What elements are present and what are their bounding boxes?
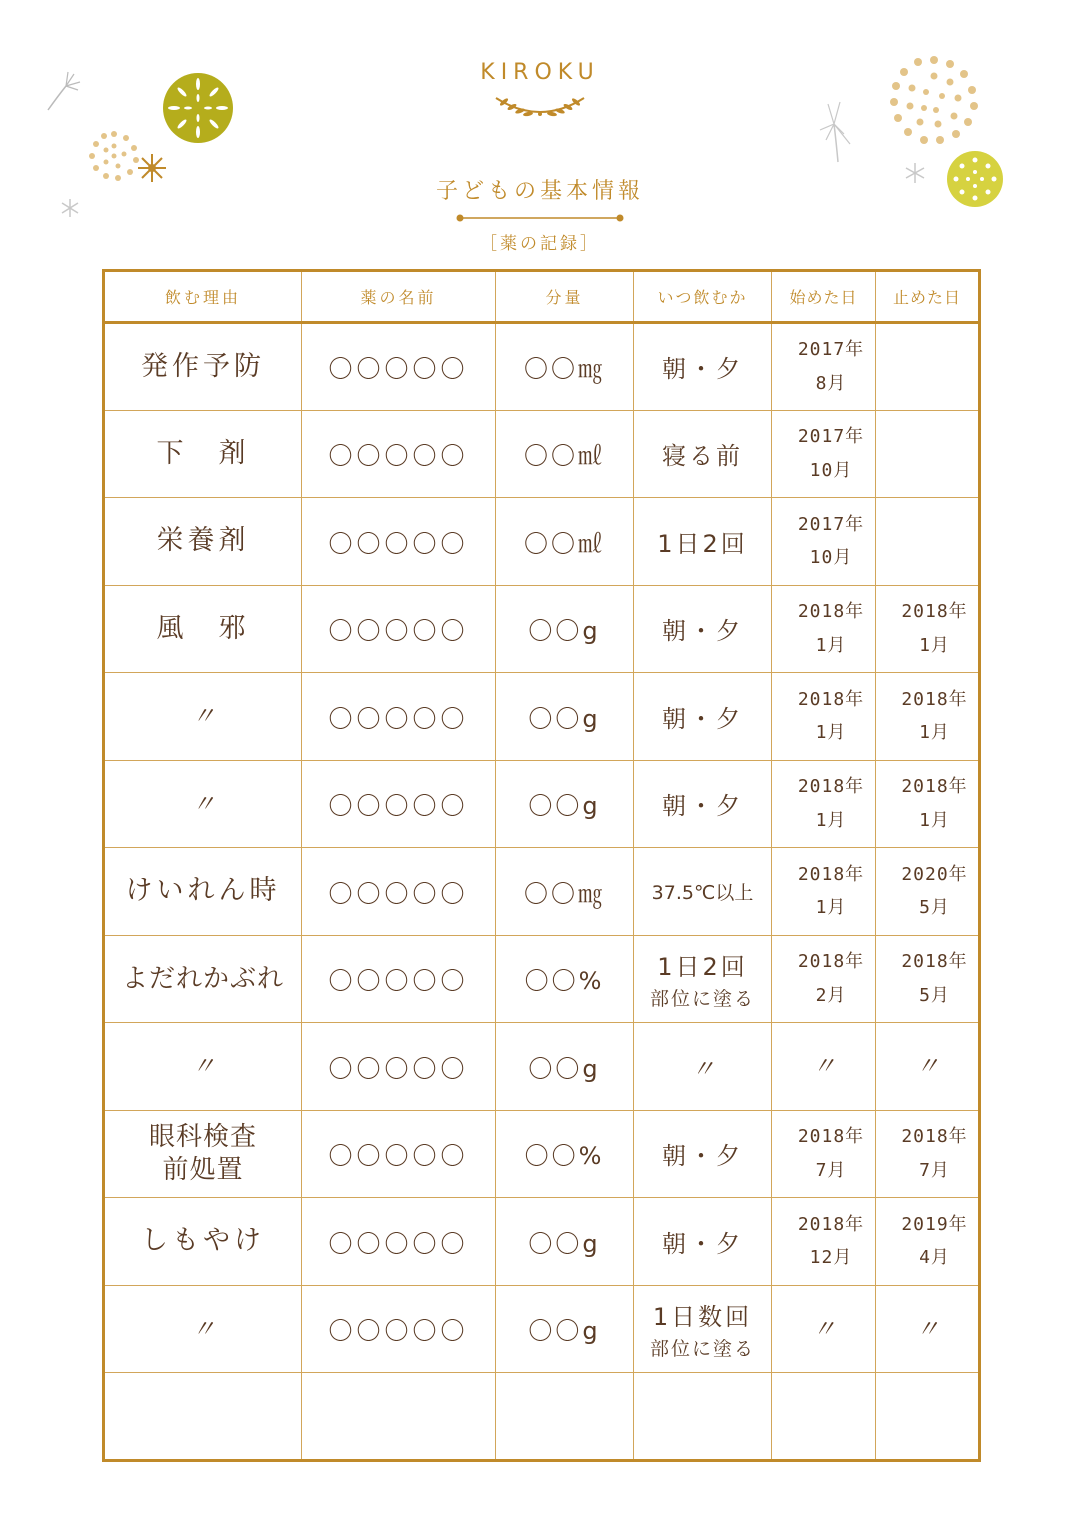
medicine-name-cell — [302, 585, 496, 673]
ditto-mark: 〃 — [691, 1054, 714, 1083]
stop-date-cell — [876, 1023, 980, 1111]
snowflake-icon — [904, 162, 926, 184]
start-date-text: 2018年 12月 — [797, 1213, 865, 1269]
ditto-mark: 〃 — [915, 1052, 939, 1081]
table-header-row — [104, 271, 980, 323]
ditto-mark: 〃 — [812, 1052, 835, 1081]
table-row — [104, 323, 980, 411]
medicine-name-text: 〇〇〇〇〇 — [328, 529, 469, 558]
dose-cell — [496, 323, 634, 411]
dose-text: 〇〇g — [528, 792, 601, 821]
when-cell — [634, 1023, 772, 1111]
table-row — [104, 760, 980, 848]
start-date-cell — [772, 760, 876, 848]
start-date-cell — [772, 1023, 876, 1111]
reason-cell — [104, 935, 302, 1023]
stop-date-cell — [876, 1198, 980, 1286]
start-date-cell — [772, 323, 876, 411]
dose-cell — [496, 935, 634, 1023]
dose-cell — [496, 673, 634, 761]
flower-icon — [136, 152, 168, 184]
stop-date-cell — [876, 1110, 980, 1198]
dose-text: 〇〇㎎ — [524, 355, 605, 384]
when-cell — [634, 410, 772, 498]
dandelion-icon — [44, 70, 84, 114]
when-note: 部位に塗る — [649, 1337, 755, 1360]
page-title: 子どもの基本情報 — [435, 179, 644, 204]
medicine-name-cell — [302, 760, 496, 848]
medicine-name-text: 〇〇〇〇〇 — [328, 792, 469, 821]
medicine-name-text: 〇〇〇〇〇 — [328, 1142, 469, 1171]
start-date-cell — [772, 935, 876, 1023]
when-cell — [634, 1373, 772, 1461]
when-text: 朝・夕 — [662, 617, 743, 646]
when-text: 朝・夕 — [662, 704, 743, 733]
start-date-cell — [772, 1285, 876, 1373]
table-row — [104, 848, 980, 936]
table-row — [104, 410, 980, 498]
start-date-cell — [772, 1373, 876, 1461]
reason-cell — [104, 1198, 302, 1286]
dose-text: 〇〇㎖ — [524, 529, 605, 558]
stop-date-text: 2018年 1月 — [901, 776, 968, 831]
table-row — [104, 1373, 980, 1461]
medicine-name-cell — [302, 323, 496, 411]
reason-text: しもやけ — [141, 1225, 265, 1257]
medicine-name-cell — [302, 1198, 496, 1286]
reason-cell — [104, 673, 302, 761]
when-text: 朝・夕 — [662, 355, 743, 384]
when-cell — [634, 585, 772, 673]
when-cell — [634, 673, 772, 761]
when-text: 1日数回 — [652, 1302, 753, 1331]
title-divider — [456, 214, 624, 222]
stop-date-cell — [876, 935, 980, 1023]
dose-cell — [496, 1373, 634, 1461]
dose-cell — [496, 1198, 634, 1286]
medicine-name-text: 〇〇〇〇〇 — [328, 1229, 469, 1258]
medicine-name-cell — [302, 673, 496, 761]
table-row — [104, 585, 980, 673]
ditto-mark: 〃 — [191, 1314, 215, 1343]
table-row — [104, 1198, 980, 1286]
stop-date-cell — [876, 1285, 980, 1373]
stop-date-text: 2018年 5月 — [901, 951, 968, 1006]
start-date-cell — [772, 1198, 876, 1286]
start-date-text: 2018年 1月 — [797, 601, 865, 656]
reason-cell — [104, 1110, 302, 1198]
dose-text: 〇〇g — [528, 1229, 601, 1258]
reason-cell — [104, 323, 302, 411]
table-row — [104, 1110, 980, 1198]
reason-cell — [104, 1285, 302, 1373]
medicine-name-cell — [302, 1110, 496, 1198]
medicine-name-cell — [302, 410, 496, 498]
ditto-mark: 〃 — [191, 1052, 215, 1081]
reason-cell — [104, 498, 302, 586]
medicine-name-text: 〇〇〇〇〇 — [328, 1054, 469, 1083]
flower-icon — [886, 52, 982, 148]
ditto-mark: 〃 — [915, 1314, 939, 1343]
stop-date-text: 2018年 7月 — [901, 1126, 968, 1181]
medicine-name-cell — [302, 498, 496, 586]
start-date-cell — [772, 410, 876, 498]
start-date-cell — [772, 848, 876, 936]
reason-cell — [104, 1023, 302, 1111]
when-cell — [634, 323, 772, 411]
flower-icon — [84, 126, 144, 186]
laurel-icon — [490, 92, 590, 126]
dose-text: 〇〇% — [524, 1142, 605, 1171]
ditto-mark: 〃 — [812, 1314, 835, 1343]
dose-cell — [496, 498, 634, 586]
reason-text: 眼科検査 前処置 — [148, 1122, 257, 1185]
when-cell — [634, 760, 772, 848]
reason-text: よだれかぶれ — [121, 963, 284, 994]
reason-text: 発作予防 — [141, 350, 265, 382]
when-cell — [634, 935, 772, 1023]
column-header-reason: 飲む理由 — [104, 271, 302, 323]
when-cell — [634, 498, 772, 586]
snowflake-icon — [60, 198, 80, 218]
when-cell — [634, 1198, 772, 1286]
start-date-text: 2018年 1月 — [797, 776, 865, 831]
ditto-mark: 〃 — [191, 789, 215, 818]
dose-cell — [496, 1023, 634, 1111]
when-note: 部位に塗る — [649, 987, 755, 1010]
when-text: 寝る前 — [662, 442, 743, 471]
medicine-name-cell — [302, 935, 496, 1023]
reason-cell — [104, 1373, 302, 1461]
start-date-text: 2018年 2月 — [797, 951, 865, 1006]
medicine-name-text: 〇〇〇〇〇 — [328, 355, 469, 384]
start-date-text: 2017年 8月 — [797, 339, 865, 394]
table-row — [104, 1023, 980, 1111]
start-date-text: 2018年 1月 — [797, 863, 865, 919]
stop-date-text: 2020年 5月 — [901, 863, 968, 919]
dose-cell — [496, 585, 634, 673]
dose-text: 〇〇g — [528, 1054, 601, 1083]
column-header-dose: 分量 — [496, 271, 634, 323]
medicine-name-cell — [302, 1285, 496, 1373]
when-cell — [634, 1285, 772, 1373]
stop-date-text: 2019年 4月 — [901, 1213, 968, 1269]
page-subtitle: ［薬の記録］ — [480, 234, 600, 254]
dose-text: 〇〇㎖ — [524, 442, 605, 471]
reason-cell — [104, 410, 302, 498]
flower-icon — [946, 150, 1004, 208]
stop-date-text: 2018年 1月 — [901, 601, 968, 656]
when-text: 37.5℃以上 — [651, 881, 754, 904]
medicine-name-text: 〇〇〇〇〇 — [328, 967, 469, 996]
medicine-name-cell — [302, 1373, 496, 1461]
start-date-cell — [772, 585, 876, 673]
reason-text: 風 邪 — [156, 612, 250, 644]
dose-text: 〇〇% — [524, 967, 605, 996]
when-text: 朝・夕 — [662, 1229, 743, 1258]
stop-date-cell — [876, 498, 980, 586]
medication-table — [102, 269, 981, 1462]
medicine-name-cell — [302, 1023, 496, 1111]
brand-title: KIROKU — [480, 60, 600, 85]
medicine-name-text: 〇〇〇〇〇 — [328, 704, 469, 733]
reason-cell — [104, 760, 302, 848]
start-date-cell — [772, 498, 876, 586]
stop-date-cell — [876, 1373, 980, 1461]
stop-date-cell — [876, 323, 980, 411]
dose-cell — [496, 848, 634, 936]
reason-cell — [104, 585, 302, 673]
column-header-stop: 止めた日 — [876, 271, 980, 323]
dose-cell — [496, 1110, 634, 1198]
dose-text: 〇〇g — [528, 1317, 601, 1346]
reason-text: けいれん時 — [125, 875, 281, 907]
when-text: 朝・夕 — [662, 1142, 743, 1171]
medicine-name-text: 〇〇〇〇〇 — [328, 879, 469, 908]
when-cell — [634, 848, 772, 936]
column-header-when: いつ飲むか — [634, 271, 772, 323]
stop-date-cell — [876, 673, 980, 761]
stop-date-cell — [876, 848, 980, 936]
stop-date-text: 2018年 1月 — [901, 688, 968, 744]
start-date-text: 2017年 10月 — [797, 513, 865, 569]
stop-date-cell — [876, 410, 980, 498]
when-text: 1日2回 — [657, 529, 748, 558]
column-header-name: 薬の名前 — [302, 271, 496, 323]
start-date-text: 2017年 10月 — [797, 426, 865, 481]
medicine-name-text: 〇〇〇〇〇 — [328, 442, 469, 471]
when-cell — [634, 1110, 772, 1198]
dose-cell — [496, 760, 634, 848]
table-row — [104, 1285, 980, 1373]
dose-text: 〇〇g — [528, 617, 601, 646]
when-text: 朝・夕 — [662, 792, 743, 821]
reason-cell — [104, 848, 302, 936]
ditto-mark: 〃 — [191, 702, 215, 731]
medicine-name-text: 〇〇〇〇〇 — [328, 617, 469, 646]
start-date-cell — [772, 1110, 876, 1198]
dose-cell — [496, 410, 634, 498]
start-date-cell — [772, 673, 876, 761]
dose-text: 〇〇g — [528, 704, 601, 733]
start-date-text: 2018年 7月 — [797, 1126, 865, 1181]
table-row — [104, 673, 980, 761]
table-row — [104, 498, 980, 586]
column-header-start: 始めた日 — [772, 271, 876, 323]
stop-date-cell — [876, 760, 980, 848]
when-text: 1日2回 — [657, 952, 748, 981]
reason-text: 下 剤 — [156, 437, 250, 469]
dandelion-icon — [810, 100, 866, 164]
dose-cell — [496, 1285, 634, 1373]
reason-text: 栄養剤 — [156, 525, 250, 557]
start-date-text: 2018年 1月 — [797, 688, 865, 744]
table-row — [104, 935, 980, 1023]
flower-icon — [162, 72, 234, 144]
dose-text: 〇〇㎎ — [524, 879, 605, 908]
medicine-name-cell — [302, 848, 496, 936]
stop-date-cell — [876, 585, 980, 673]
medicine-name-text: 〇〇〇〇〇 — [328, 1317, 469, 1346]
